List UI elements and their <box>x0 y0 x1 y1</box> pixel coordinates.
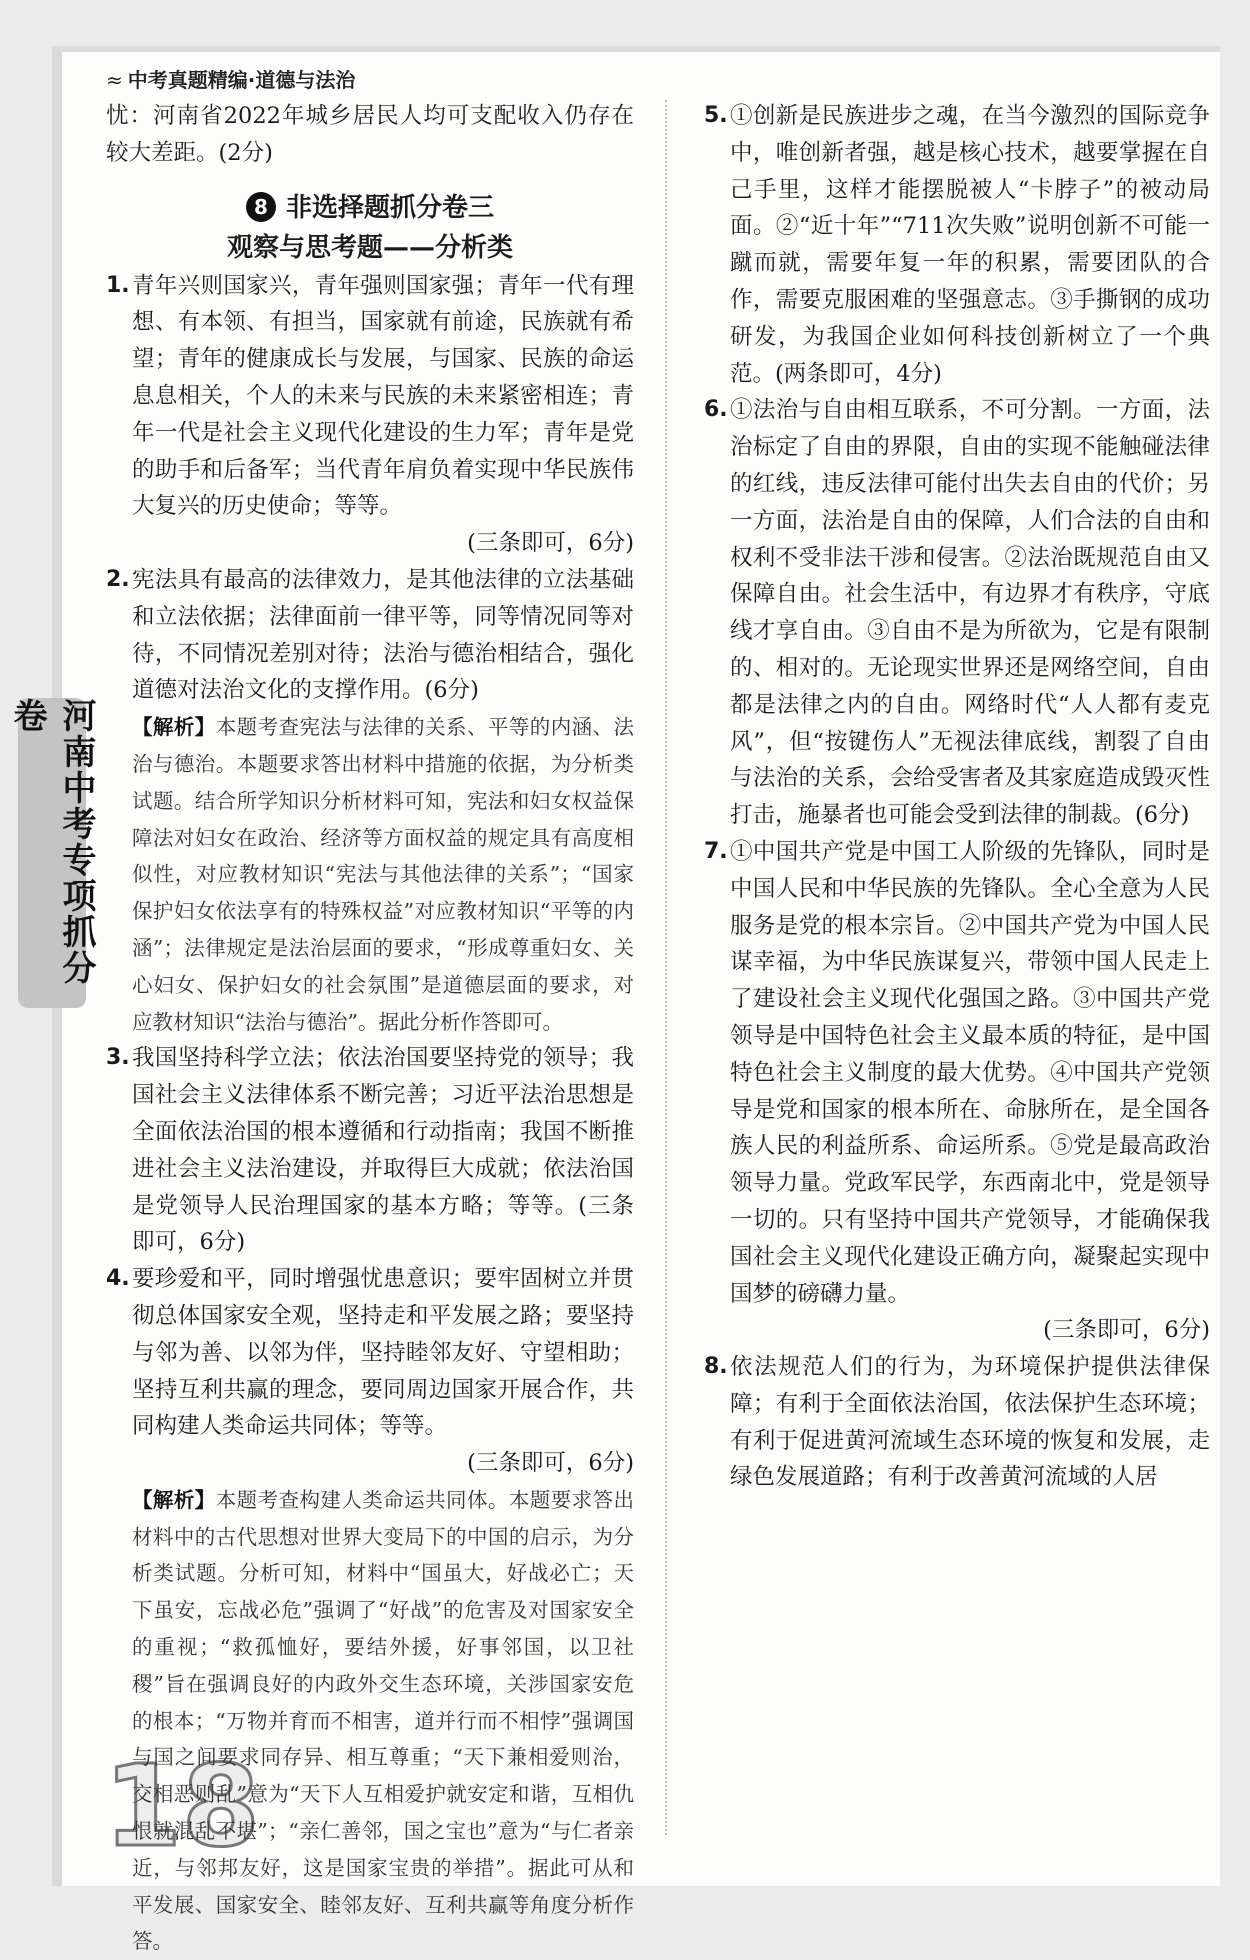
answer-item-6 <box>704 392 1210 834</box>
answer-item-8 <box>704 1349 1210 1496</box>
intro-paragraph: 忧：河南省2022年城乡居民人均可支配收入仍存在较大差距。(2分) <box>106 103 634 166</box>
column-divider <box>665 100 667 1835</box>
item-number: 7. <box>704 838 728 864</box>
wave-icon: ≈ <box>106 68 120 92</box>
item-number: 6. <box>704 397 728 423</box>
item-text: ①中国共产党是中国工人阶级的先锋队，同时是中国人民和中华民族的先锋队。全心全意为人民服务是党的根本宗旨。②中国共产党为中国人民谋幸福，为中华民族谋复兴，带领中国人民走上了建设社会主义现代化强国之路。③中国共产党领导是中国特色社会主义最本质的特征，是中国特色社会主义制度的最大优势。④中国共产党领导是党和国家的根本所在、命脉所在，是全国各族人民的利益所系、命运所系。⑤党是最高政治领导力量。党政军民学，东西南北中，党是领导一切的。只有坚持中国共产党领导，才能确保我国社会主义现代化建设正确方向，凝聚起实现中国梦的磅礴力量。 <box>730 838 1210 1307</box>
item-number: 5. <box>704 103 728 128</box>
analysis-note-4 <box>106 1482 634 1960</box>
answer-item-3 <box>106 1040 634 1261</box>
analysis-label: 【解析】 <box>132 715 216 740</box>
analysis-text: 本题考查构建人类命运共同体。本题要求答出材料中的古代思想对世界大变局下的中国的启示，为分析类试题。分析可知，材料中“国虽大，好战必亡；天下虽安，忘战必危”强调了“好战”的危害及对国家安全的重视；“救孤恤好，要结外援，好事邻国，以卫社稷”旨在强调良好的内政外交生态环境，关涉国家安危的根本；“万物并育而不相害，道并行而不相悖”强调国与国之间要求同存异、相互尊重；“天下兼相爱则治，交相恶则乱”意为“天下人互相爱护就安定和谐，互相仇恨就混乱不堪”；“亲仁善邻，国之宝也”意为“与仁者亲近，与邻邦友好，这是国家宝贵的举措”。据此可从和平发展、国家安全、睦邻友好、互利共赢等角度分析作答。 <box>132 1487 635 1954</box>
answer-item-7 <box>704 834 1210 1349</box>
item-text: ①创新是民族进步之魂，在当今激烈的国际竞争中，唯创新者强，越是核心技术，越要掌握在自己手里，这样才能摆脱被人“卡脖子”的被动局面。②“近十年”“711次失败”说明创新不可能一蹴而就，需要年复一年的积累，需要团队的合作，需要克服困难的坚强意志。③手撕钢的成功研发，为我国企业如何科技创新树立了一个典范。(两条即可，4分) <box>730 103 1210 387</box>
answer-item-4 <box>106 1261 634 1482</box>
section-title-text: 非选择题抓分卷三 <box>285 192 494 223</box>
item-score: (三条即可，6分) <box>1043 1317 1210 1344</box>
item-text: 要珍爱和平，同时增强忧患意识；要牢固树立并贯彻总体国家安全观，坚持走和平发展之路；要坚持与邻为善、以邻为伴，坚持睦邻友好、守望相助；坚持互利共赢的理念，要同周边国家开展合作，共同构建人类命运共同体；等等。 <box>132 1266 634 1440</box>
analysis-note-2 <box>106 709 634 1040</box>
item-score: (三条即可，6分) <box>467 530 634 557</box>
item-number: 2. <box>106 566 130 592</box>
side-tab: 河南中考专项抓分卷 <box>18 698 86 1008</box>
item-score: (三条即可，6分) <box>467 1450 634 1477</box>
header-title: 中考真题精编·道德与法治 <box>127 68 356 92</box>
section-title <box>106 188 634 228</box>
item-text: 我国坚持科学立法；依法治国要坚持党的领导；我国社会主义法律体系不断完善；习近平法治思想是全面依法治国的根本遵循和行动指南；我国不断推进社会主义法治建设，并取得巨大成就；依法治国是党领导人民治理国家的基本方略；等等。(三条即可，6分) <box>132 1045 634 1256</box>
item-number: 8. <box>704 1354 728 1380</box>
item-number: 4. <box>106 1266 130 1292</box>
answer-item-5 <box>704 98 1210 392</box>
answer-item-1 <box>106 268 634 562</box>
item-text: 依法规范人们的行为，为环境保护提供法律保障；有利于全面依法治国，依法保护生态环境；有利于促进黄河流域生态环境的恢复和发展，走绿色发展道路；有利于改善黄河流域的人居 <box>730 1354 1210 1491</box>
section-subtitle: 观察与思考题——分析类 <box>226 232 513 263</box>
item-number: 1. <box>106 272 130 298</box>
page-number: 18 <box>104 1742 260 1872</box>
right-column <box>704 98 1210 1496</box>
item-text: ①法治与自由相互联系，不可分割。一方面，法治标定了自由的界限，自由的实现不能触碰法律的红线，违反法律可能付出失去自由的代价；另一方面，法治是自由的保障，人们合法的自由和权利不受非法干涉和侵害。②法治既规范自由又保障自由。社会生活中，有边界才有秩序，守底线才享自由。③自由不是为所欲为，它是有限制的、相对的。无论现实世界还是网络空间，自由都是法律之内的自由。网络时代“人人都有麦克风”，但“按键伤人”无视法律底线，割裂了自由与法治的关系，会给受害者及其家庭造成毁灭性打击，施暴者也可能会受到法律的制裁。(6分) <box>730 397 1210 829</box>
left-column <box>106 98 634 1960</box>
item-number: 3. <box>106 1045 130 1071</box>
section-number-badge: 8 <box>246 192 276 222</box>
answer-item-2 <box>106 562 634 709</box>
running-header <box>106 64 355 93</box>
item-text: 青年兴则国家兴，青年强则国家强；青年一代有理想、有本领、有担当，国家就有前途，民族就有希望；青年的健康成长与发展，与国家、民族的命运息息相关，个人的未来与民族的未来紧密相连；青年一代是社会主义现代化建设的生力军；青年是党的助手和后备军；当代青年肩负着实现中华民族伟大复兴的历史使命；等等。 <box>132 272 634 520</box>
analysis-label: 【解析】 <box>132 1487 216 1512</box>
item-text: 宪法具有最高的法律效力，是其他法律的立法基础和立法依据；法律面前一律平等，同等情况同等对待，不同情况差别对待；法治与德治相结合，强化道德对法治文化的支撑作用。(6分) <box>132 566 634 704</box>
analysis-text: 本题考查宪法与法律的关系、平等的内涵、法治与德治。本题要求答出材料中措施的依据，为分析类试题。结合所学知识分析材料可知，宪法和妇女权益保障法对妇女在政治、经济等方面权益的规定具有高度相似性，对应教材知识“宪法与其他法律的关系”；“国家保护妇女依法享有的特殊权益”对应教材知识“平等的内涵”；法律规定是法治层面的要求，“形成尊重妇女、关心妇女、保护妇女的社会氛围”是道德层面的要求，对应教材知识“法治与德治”。据此分析作答即可。 <box>132 715 635 1034</box>
